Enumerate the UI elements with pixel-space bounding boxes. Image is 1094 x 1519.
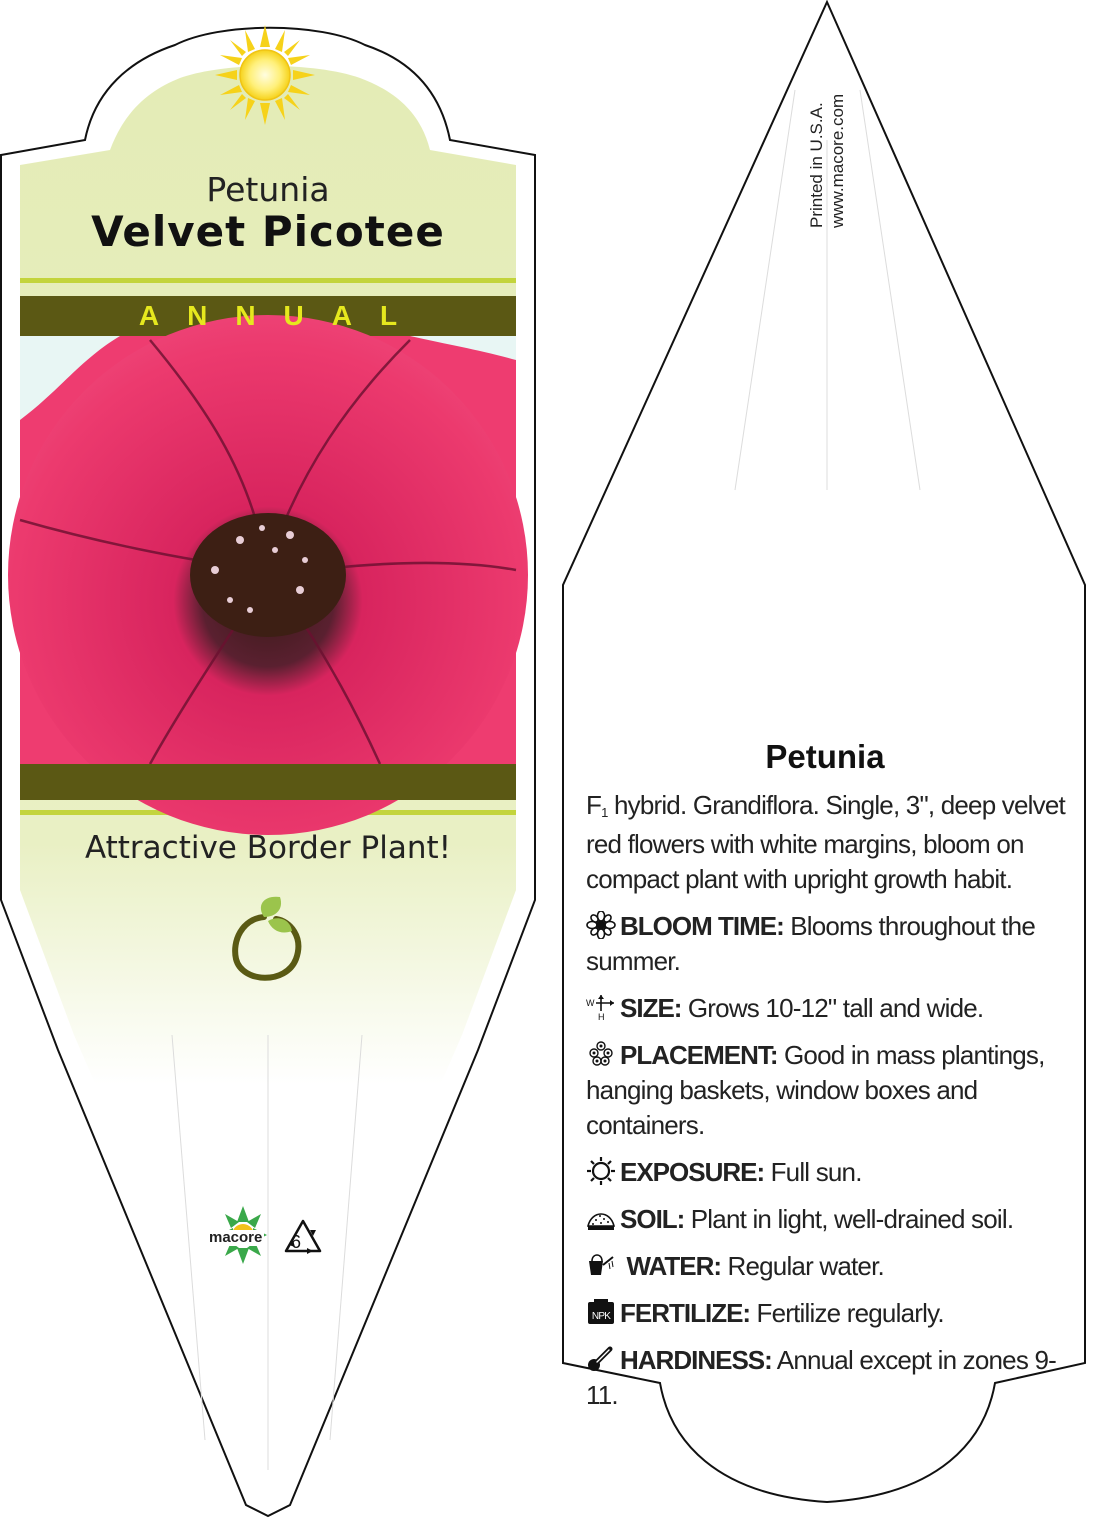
soil-text: Plant in light, well-drained soil.: [684, 1204, 1014, 1234]
size-text: Grows 10-12" tall and wide.: [681, 993, 984, 1023]
recycle-icon: [283, 1218, 323, 1256]
sun-icon: [586, 1157, 620, 1183]
care-item-placement: [586, 1038, 1076, 1143]
exposure-label: EXPOSURE:: [620, 1157, 765, 1187]
care-item-soil: [586, 1202, 1076, 1237]
recycle-code: 6: [291, 1232, 302, 1252]
bloom-time-text: Blooms throughout the summer.: [586, 911, 1036, 976]
care-item-hardiness: [586, 1343, 1076, 1413]
sun-icon: [215, 25, 315, 125]
category-label: ANNUAL: [138, 300, 426, 331]
soil-label: SOIL:: [620, 1204, 685, 1234]
plant-genus: Petunia: [206, 170, 330, 209]
svg-text:H: H: [598, 1012, 604, 1021]
soil-icon: [586, 1204, 620, 1230]
size-label: SIZE:: [620, 993, 682, 1023]
placement-icon: [586, 1040, 620, 1066]
water-label: WATER:: [626, 1251, 722, 1281]
care-info: [586, 788, 1076, 1425]
size-icon: [586, 993, 620, 1019]
fertilize-label: FERTILIZE:: [620, 1298, 751, 1328]
placement-text: Good in mass plantings, hanging baskets, window boxes and containers.: [586, 1040, 1045, 1140]
website: www.macore.com: [828, 93, 847, 228]
water-text: Regular water.: [721, 1251, 884, 1281]
care-item-exposure: [586, 1155, 1076, 1190]
watering-can-icon: [586, 1251, 620, 1277]
printed-info: [806, 94, 848, 228]
brand-name: macore: [209, 1229, 263, 1246]
care-item-size: [586, 991, 1076, 1026]
care-item-water: [586, 1249, 1076, 1284]
plant-variety: Velvet Picotee: [91, 207, 445, 256]
exposure-text: Full sun.: [764, 1157, 862, 1187]
svg-text:W: W: [586, 998, 594, 1008]
tagline: Attractive Border Plant!: [84, 830, 452, 866]
back-title: Petunia: [765, 738, 885, 775]
npk-icon: [586, 1298, 620, 1324]
svg-text:NPK: NPK: [591, 1311, 611, 1322]
printed-in: Printed in U.S.A.: [807, 102, 826, 228]
flower-icon: [586, 911, 620, 937]
placement-label: PLACEMENT:: [620, 1040, 778, 1070]
hardiness-text: Annual except in zones 9-11.: [586, 1345, 1056, 1410]
bloom-time-label: BLOOM TIME:: [620, 911, 784, 941]
hardiness-label: HARDINESS:: [620, 1345, 772, 1375]
care-item-bloom-time: [586, 909, 1076, 979]
thermometer-icon: [586, 1345, 620, 1371]
fertilize-text: Fertilize regularly.: [750, 1298, 944, 1328]
care-item-fertilize: [586, 1296, 1076, 1331]
seedling-logo-icon: [228, 893, 306, 987]
description: F1 hybrid. Grandiflora. Single, 3", deep velvet red flowers with white margins, bloom on compact plant with upright growth habit.: [586, 790, 1065, 894]
